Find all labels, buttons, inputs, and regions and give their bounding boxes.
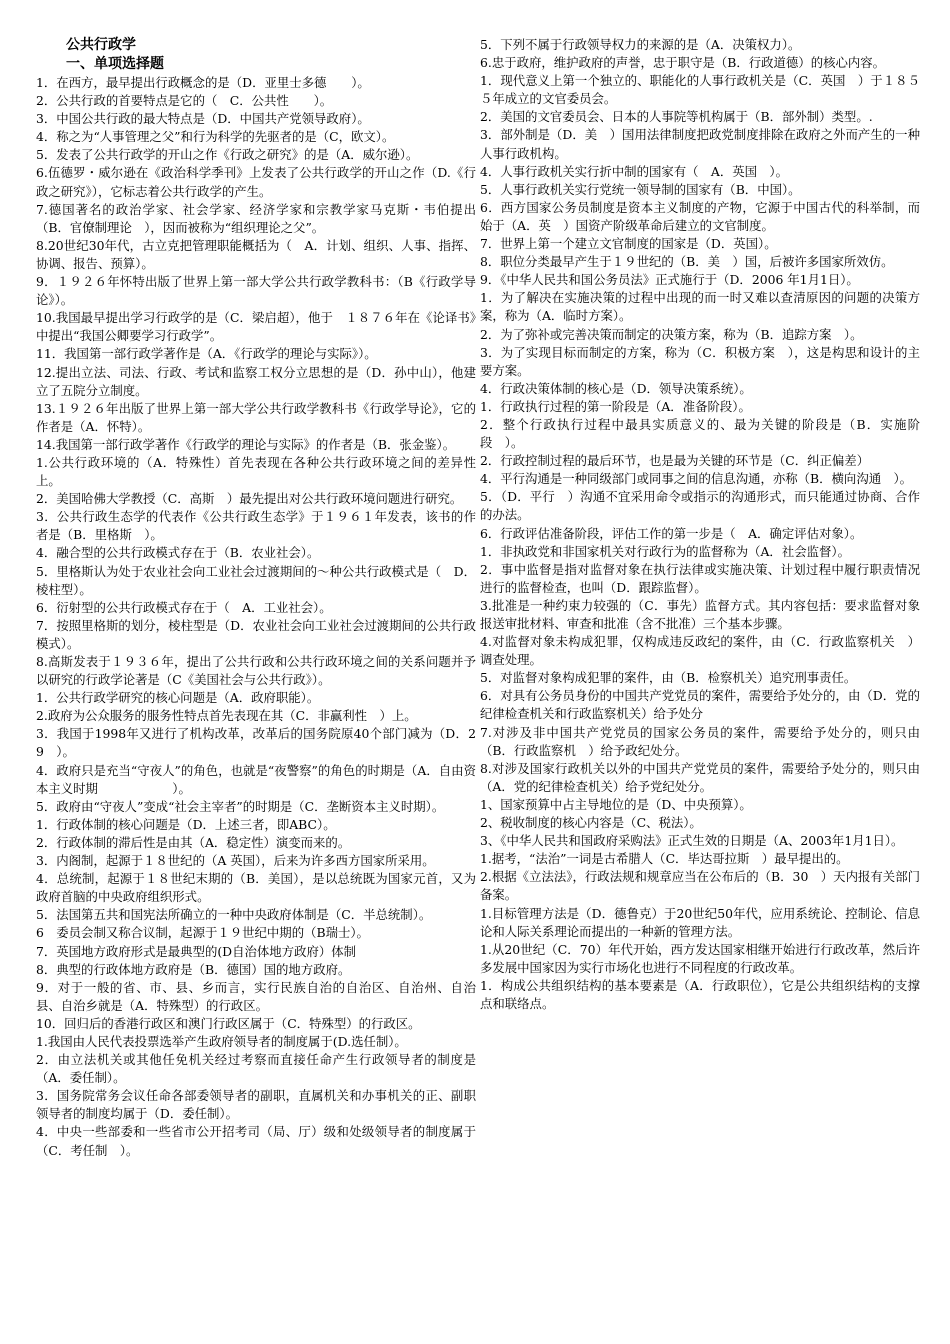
left-column bbox=[36, 36, 476, 1160]
question-item: 14.我国第一部行政学著作《行政学的理论与实际》的作者是（B．张金鉴）。 bbox=[36, 436, 456, 452]
question-item: 3.批准是一种约束力较强的（C．事先）监督方式。其内容包括：要求监督对象报送审批材料、审查和批准（含不批准）三个基本步骤。 bbox=[480, 597, 920, 631]
question-item: 13.１９２６年出版了世界上第一部大学公共行政学教科书《行政学导论》，它的作者是（A．怀特）。 bbox=[36, 400, 476, 434]
question-item: 1．非执政党和非国家机关对行政行为的监督称为（A．社会监督）。 bbox=[480, 543, 850, 559]
section-heading: 一、单项选择题 bbox=[66, 56, 164, 72]
question-item: 8.高斯发表于１９３６年，提出了公共行政和公共行政环境之间的关系问题并予以研究的行政学论著是（C《美国社会与公共行政》）。 bbox=[36, 654, 476, 688]
question-item: 10．回归后的香港行政区和澳门行政区属于（C．特殊型）的行政区。 bbox=[36, 1015, 421, 1031]
question-item: 2．由立法机关或其他任免机关经过考察而直接任命产生行政领导者的制度是（A．委任制）。 bbox=[36, 1052, 476, 1086]
question-item: 3．内阁制，起源于１８世纪的（A 英国），后来为许多西方国家所采用。 bbox=[36, 853, 435, 869]
question-item: 4．行政决策体制的核心是（D．领导决策系统）。 bbox=[480, 380, 752, 396]
question-item: 4．平行沟通是一种同级部门或同事之间的信息沟通，亦称（B．横向沟通 ）。 bbox=[480, 471, 913, 487]
question-item: 2．为了弥补或完善决策而制定的决策方案，称为（B．追踪方案 ）。 bbox=[480, 326, 863, 342]
question-item: 8．职位分类最早产生于１９世纪的（B．美 ）国，后被许多国家所效仿。 bbox=[480, 254, 894, 270]
question-item: 3．部外制是（D．美 ）国用法律制度把政党制度排除在政府之外而产生的一种人事行政机构。 bbox=[480, 127, 920, 161]
question-item: 12.提出立法、司法、行政、考试和监察工权分立思想的是（D．孙中山），他建立了五院分立制度。 bbox=[36, 364, 476, 398]
question-item: 5．里格斯认为处于农业社会向工业社会过渡期间的～种公共行政模式是（ D．棱柱型）。 bbox=[36, 563, 476, 597]
question-item: 4．政府只是充当“守夜人”的角色，也就是“夜警察”的角色的时期是（A．自由资本主义时期 ）。 bbox=[36, 762, 476, 796]
question-item: 6 委员会制又称合议制，起源于１９世纪中期的（B瑞士）。 bbox=[36, 925, 369, 941]
question-item: 1．行政执行过程的第一阶段是（A．准备阶段）。 bbox=[480, 398, 751, 414]
question-item: 1、国家预算中占主导地位的是（D、中央预算）。 bbox=[480, 796, 752, 812]
question-item: 1．行政体制的核心问题是（D．上述三者，即ABC）。 bbox=[36, 816, 336, 832]
question-item: 5．发表了公共行政学的开山之作《行政之研究》的是（A．威尔逊）。 bbox=[36, 147, 419, 163]
question-item: 1．公共行政学研究的核心问题是（A．政府职能）。 bbox=[36, 690, 320, 706]
question-item: 4．人事行政机关实行折中制的国家有（ A．英国 ）。 bbox=[480, 163, 789, 179]
left-question-list bbox=[36, 74, 476, 1160]
document-title: 公共行政学 bbox=[66, 37, 136, 53]
question-item: 4．总统制，起源于１８世纪末期的（B．美国），是以总统既为国家元首，又为政府首脑的中央政府组织形式。 bbox=[36, 871, 476, 905]
question-item: 3．公共行政生态学的代表作《公共行政生态学》于１９６１年发表，该书的作者是（B．里格斯 ）。 bbox=[36, 509, 476, 543]
question-item: 8．典型的行政体地方政府是（B．德国）国的地方政府。 bbox=[36, 961, 351, 977]
question-item: 7．世界上第一个建立文官制度的国家是（D．英国）。 bbox=[480, 236, 777, 252]
question-item: 5．对监督对象构成犯罪的案件，由（B．检察机关）追究刑事责任。 bbox=[480, 670, 857, 686]
question-item: 1．现代意义上第一个独立的、职能化的人事行政机关是（C．英国 ）于１８５５年成立的文官委员会。 bbox=[480, 73, 920, 107]
right-column bbox=[480, 36, 920, 1013]
question-item: 8.对涉及国家行政机关以外的中国共产党党员的案件，需要给予处分的，则只由（A．党的纪律检查机关）给予党纪处分。 bbox=[480, 760, 920, 794]
question-item: 2、税收制度的核心内容是（C、税法）。 bbox=[480, 815, 702, 831]
question-item: 2．美国哈佛大学教授（C．高斯 ）最先提出对公共行政环境问题进行研究。 bbox=[36, 491, 463, 507]
question-item: 5．（D．平行 ）沟通不宜采用命令或指示的沟通形式，而只能通过协商、合作的办法。 bbox=[480, 489, 920, 523]
question-item: 1.公共行政环境的（A．特殊性）首先表现在各种公共行政环境之间的差异性上。 bbox=[36, 454, 476, 489]
question-item: 2．公共行政的首要特点是它的（ C．公共性 ）。 bbox=[36, 93, 333, 109]
question-item: 11．我国第一部行政学著作是（A．《行政学的理论与实际》）。 bbox=[36, 346, 377, 362]
question-item: 5．法国第五共和国宪法所确立的一种中央政府体制是（C．半总统制）。 bbox=[36, 907, 432, 923]
question-item: 2.政府为公众服务的服务性特点首先表现在其（C．非赢利性 ）上。 bbox=[36, 708, 417, 724]
question-item: 6.伍德罗・威尔逊在《政治科学季刊》上发表了公共行政学的开山之作（D.《行政之研究》），它标志着公共行政学的产生。 bbox=[36, 165, 476, 199]
question-item: 1.据考，“法治”一词是古希腊人（C．毕达哥拉斯 ）最早提出的。 bbox=[480, 851, 849, 867]
question-item: 7.对涉及非中国共产党党员的国家公务员的案件，需要给予处分的，则只由（B．行政监察机 ）给予政纪处分。 bbox=[480, 724, 920, 758]
question-item: 3．中国公共行政的最大特点是（D．中国共产党领导政府）。 bbox=[36, 111, 370, 127]
question-item: 2．整个行政执行过程中最具实质意义的、最为关键的阶段是（B．实施阶段 ）。 bbox=[480, 416, 920, 451]
question-item: 6．对具有公务员身份的中国共产党党员的案件，需要给予处分的，由（D．党的纪律检查机关和行政监察机关）给予处分 bbox=[480, 688, 920, 722]
question-item: 6.忠于政府，维护政府的声誉，忠于职守是（B．行政道德）的核心内容。 bbox=[480, 55, 886, 71]
question-item: 9．《中华人民共和国公务员法》正式施行于（D．2006 年1月1日）。 bbox=[480, 272, 859, 288]
question-item: 6．行政评估准备阶段，评估工作的第一步是（ A．确定评估对象）。 bbox=[480, 525, 863, 541]
question-item: 6．西方国家公务员制度是资本主义制度的产物，它源于中国古代的科举制，而始于（A．英 ）国资产阶级革命后建立的文官制度。 bbox=[480, 199, 920, 233]
question-item: 9．１９２６年怀特出版了世界上第一部大学公共行政学教科书：（B《行政学导论》）。 bbox=[36, 274, 476, 308]
question-item: 7．按照里格斯的划分，棱柱型是（D．农业社会向工业社会过渡期间的公共行政模式）。 bbox=[36, 617, 476, 651]
question-item: 1．为了解决在实施决策的过程中出现的而一时又难以查清原因的问题的决策方案，称为（A．临时方案）。 bbox=[480, 290, 920, 324]
question-item: 5．政府由“守夜人”变成“社会主宰者”的时期是（C．垄断资本主义时期）。 bbox=[36, 798, 445, 814]
question-item: 3．我国于1998年又进行了机构改革，改革后的国务院原40个部门减为（D．29 ）。 bbox=[36, 726, 476, 760]
question-item: 2．行政控制过程的最后环节，也是最为关键的环节是（C．纠正偏差） bbox=[480, 453, 870, 469]
question-item: 4.对监督对象未构成犯罪，仅构成违反政纪的案件，由（C．行政监察机关 ）调查处理。 bbox=[480, 634, 920, 668]
question-item: 3．为了实现目标而制定的方案，称为（C．积极方案 ），这是构思和设计的主要方案。 bbox=[480, 344, 920, 378]
question-item: 1.我国由人民代表投票选举产生政府领导者的制度属于(D.选任制）。 bbox=[36, 1033, 407, 1049]
question-item: 7.德国著名的政治学家、社会学家、经济学家和宗教学家马克斯・韦伯提出（B．官僚制理论 ），因而被称为“组织理论之父”。 bbox=[36, 201, 476, 235]
question-item: 5．人事行政机关实行党统一领导制的国家有（B．中国）。 bbox=[480, 181, 801, 197]
question-item: 1．构成公共组织结构的基本要素是（A．行政职位），它是公共组织结构的支撑点和联络点。 bbox=[480, 977, 920, 1011]
question-item: 2．美国的文官委员会、日本的人事院等机构属于（B．部外制）类型。. bbox=[480, 109, 873, 125]
question-item: 2.根据《立法法》，行政法规和规章应当在公布后的（B．30 ）天内报有关部门备案。 bbox=[480, 869, 920, 903]
question-item: 3、《中华人民共和国政府采购法》正式生效的日期是（A、2003年1月1日）。 bbox=[480, 833, 904, 849]
question-item: 10.我国最早提出学习行政学的是（C．梁启超），他于 １８７６年在《论译书》中提出“我国公卿要学习行政学”。 bbox=[36, 310, 476, 344]
question-item: 5．下列不属于行政领导权力的来源的是（A．决策权力）。 bbox=[480, 37, 801, 52]
question-item: 1.从20世纪（C．70）年代开始，西方发达国家相继开始进行行政改革，然后许多发展中国家因为实行市场化也进行不同程度的行政改革。 bbox=[480, 941, 920, 975]
question-item: 4．中央一些部委和一些省市公开招考司（局、厅）级和处级领导者的制度属于（C．考任制 ）。 bbox=[36, 1124, 476, 1158]
question-item: 4．称之为“人事管理之父”和行为科学的先驱者的是（C，欧文）。 bbox=[36, 129, 395, 145]
question-item: 4．融合型的公共行政模式存在于（B．农业社会）。 bbox=[36, 545, 320, 561]
question-item: 9．对于一般的省、市、县、乡而言，实行民族自治的自治区、自治州、自治县、自治乡就是（A．特殊型）的行政区。 bbox=[36, 979, 476, 1013]
question-item: 2．行政体制的滞后性是由其（A．稳定性）演变而来的。 bbox=[36, 834, 351, 850]
question-item: 7．英国地方政府形式是最典型的(D自治体地方政府）体制 bbox=[36, 943, 357, 959]
question-item: 2．事中监督是指对监督对象在执行法律或实施决策、计划过程中履行职责情况进行的监督检查，也叫（D．跟踪监督）。 bbox=[480, 561, 920, 595]
question-item: 6．衍射型的公共行政模式存在于（ A．工业社会）。 bbox=[36, 599, 332, 615]
right-question-list bbox=[480, 36, 920, 1013]
question-item: 1.目标管理方法是（D．德鲁克）于20世纪50年代，应用系统论、控制论、信息论和人际关系理论而提出的一种新的管理方法。 bbox=[480, 905, 920, 939]
question-item: 1．在西方，最早提出行政概念的是（D．亚里士多德 ）。 bbox=[36, 75, 370, 90]
question-item: 8.20世纪30年代，古立克把管理职能概括为（ A．计划、组织、人事、指挥、协调、报告、预算）。 bbox=[36, 237, 476, 271]
question-item: 3．国务院常务会议任命各部委领导者的副职，直属机关和办事机关的正、副职领导者的制度均属于（D．委任制）。 bbox=[36, 1088, 476, 1122]
